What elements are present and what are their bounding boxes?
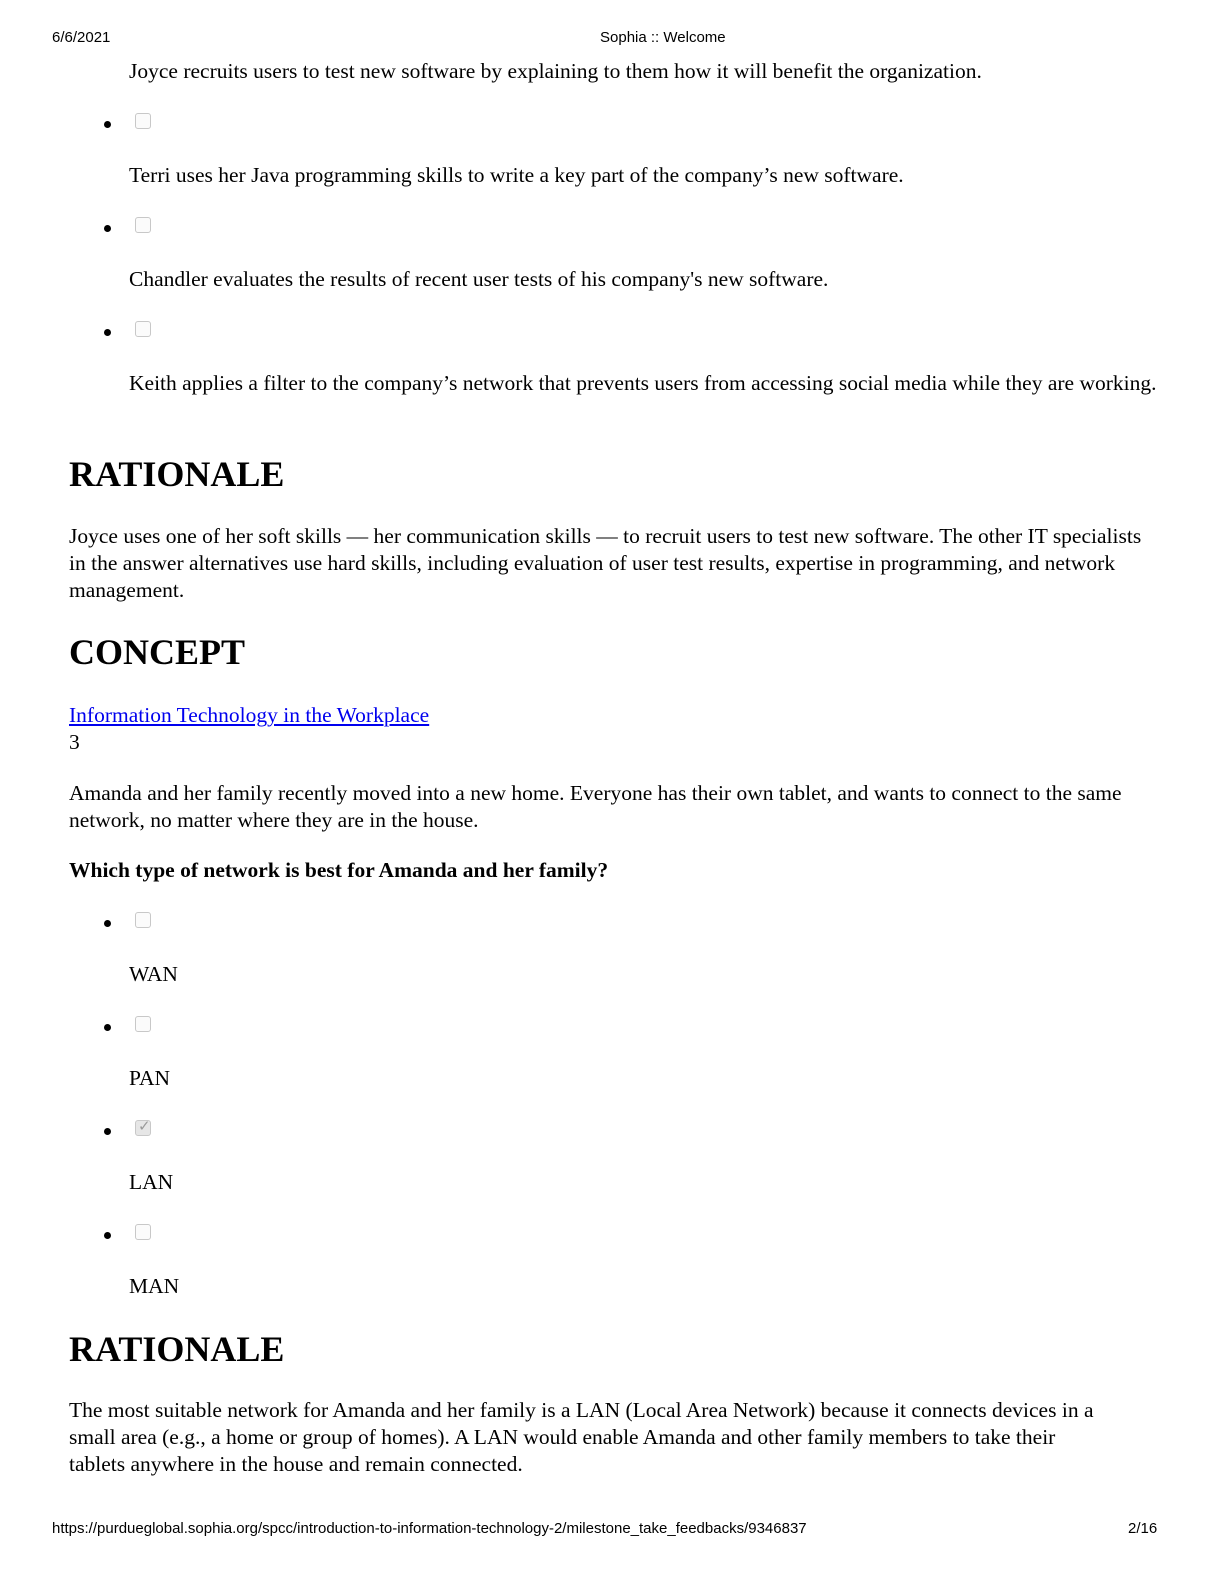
- page-number: 2/16: [1128, 1520, 1158, 1537]
- answer-checkbox[interactable]: [135, 217, 151, 233]
- list-bullet: [104, 920, 111, 927]
- concept-link[interactable]: Information Technology in the Workplace: [69, 703, 430, 727]
- answer-checkbox[interactable]: [135, 113, 151, 129]
- list-bullet: [104, 329, 111, 336]
- print-date: 6/6/2021: [52, 29, 111, 46]
- checkmark-icon: ✓: [138, 1117, 151, 1135]
- answer-checkbox-lan[interactable]: [135, 1117, 151, 1136]
- answer-checkbox-wan[interactable]: [135, 912, 151, 928]
- rationale-text: The most suitable network for Amanda and her family is a LAN (Local Area Network) because it connects devices in a small area (e.g., a home or group of homes). A LAN would enable Amanda and other family members to take their tablets anywhere in the house and remain connected.: [69, 1398, 1094, 1476]
- answer-checkbox-pan[interactable]: [135, 1016, 151, 1032]
- page-title: Sophia :: Welcome: [600, 29, 726, 46]
- option-text: Joyce recruits users to test new software by explaining to them how it will benefit the organization.: [129, 59, 982, 83]
- option-label-man: MAN: [129, 1274, 180, 1298]
- rationale-heading: RATIONALE: [69, 454, 285, 494]
- question-text: Which type of network is best for Amanda and her family?: [69, 858, 609, 882]
- question-number: 3: [69, 730, 80, 754]
- page-url: https://purdueglobal.sophia.org/spcc/introduction-to-information-technology-2/milestone_take_feedbacks/9346837: [52, 1520, 807, 1537]
- rationale-text: Joyce uses one of her soft skills — her communication skills — to recruit users to test new software. The other IT specialists in the answer alternatives use hard skills, including evaluation of user test results, expertise in programming, and network management.: [69, 524, 1142, 602]
- option-label-lan: LAN: [129, 1170, 174, 1194]
- list-bullet: [104, 1232, 111, 1239]
- list-bullet: [104, 225, 111, 232]
- question-prompt: Amanda and her family recently moved into a new home. Everyone has their own tablet, and wants to connect to the same network, no matter where they are in the house.: [69, 781, 1122, 832]
- option-text: Chandler evaluates the results of recent user tests of his company's new software.: [129, 267, 829, 291]
- option-label-wan: WAN: [129, 962, 178, 986]
- rationale-heading: RATIONALE: [69, 1329, 285, 1369]
- concept-heading: CONCEPT: [69, 632, 246, 672]
- answer-checkbox[interactable]: [135, 321, 151, 337]
- list-bullet: [104, 1024, 111, 1031]
- option-text: Terri uses her Java programming skills to write a key part of the company’s new software.: [129, 163, 904, 187]
- list-bullet: [104, 1128, 111, 1135]
- option-label-pan: PAN: [129, 1066, 171, 1090]
- option-text: Keith applies a filter to the company’s network that prevents users from accessing social media while they are working.: [129, 371, 1157, 395]
- list-bullet: [104, 121, 111, 128]
- answer-checkbox-man[interactable]: [135, 1224, 151, 1240]
